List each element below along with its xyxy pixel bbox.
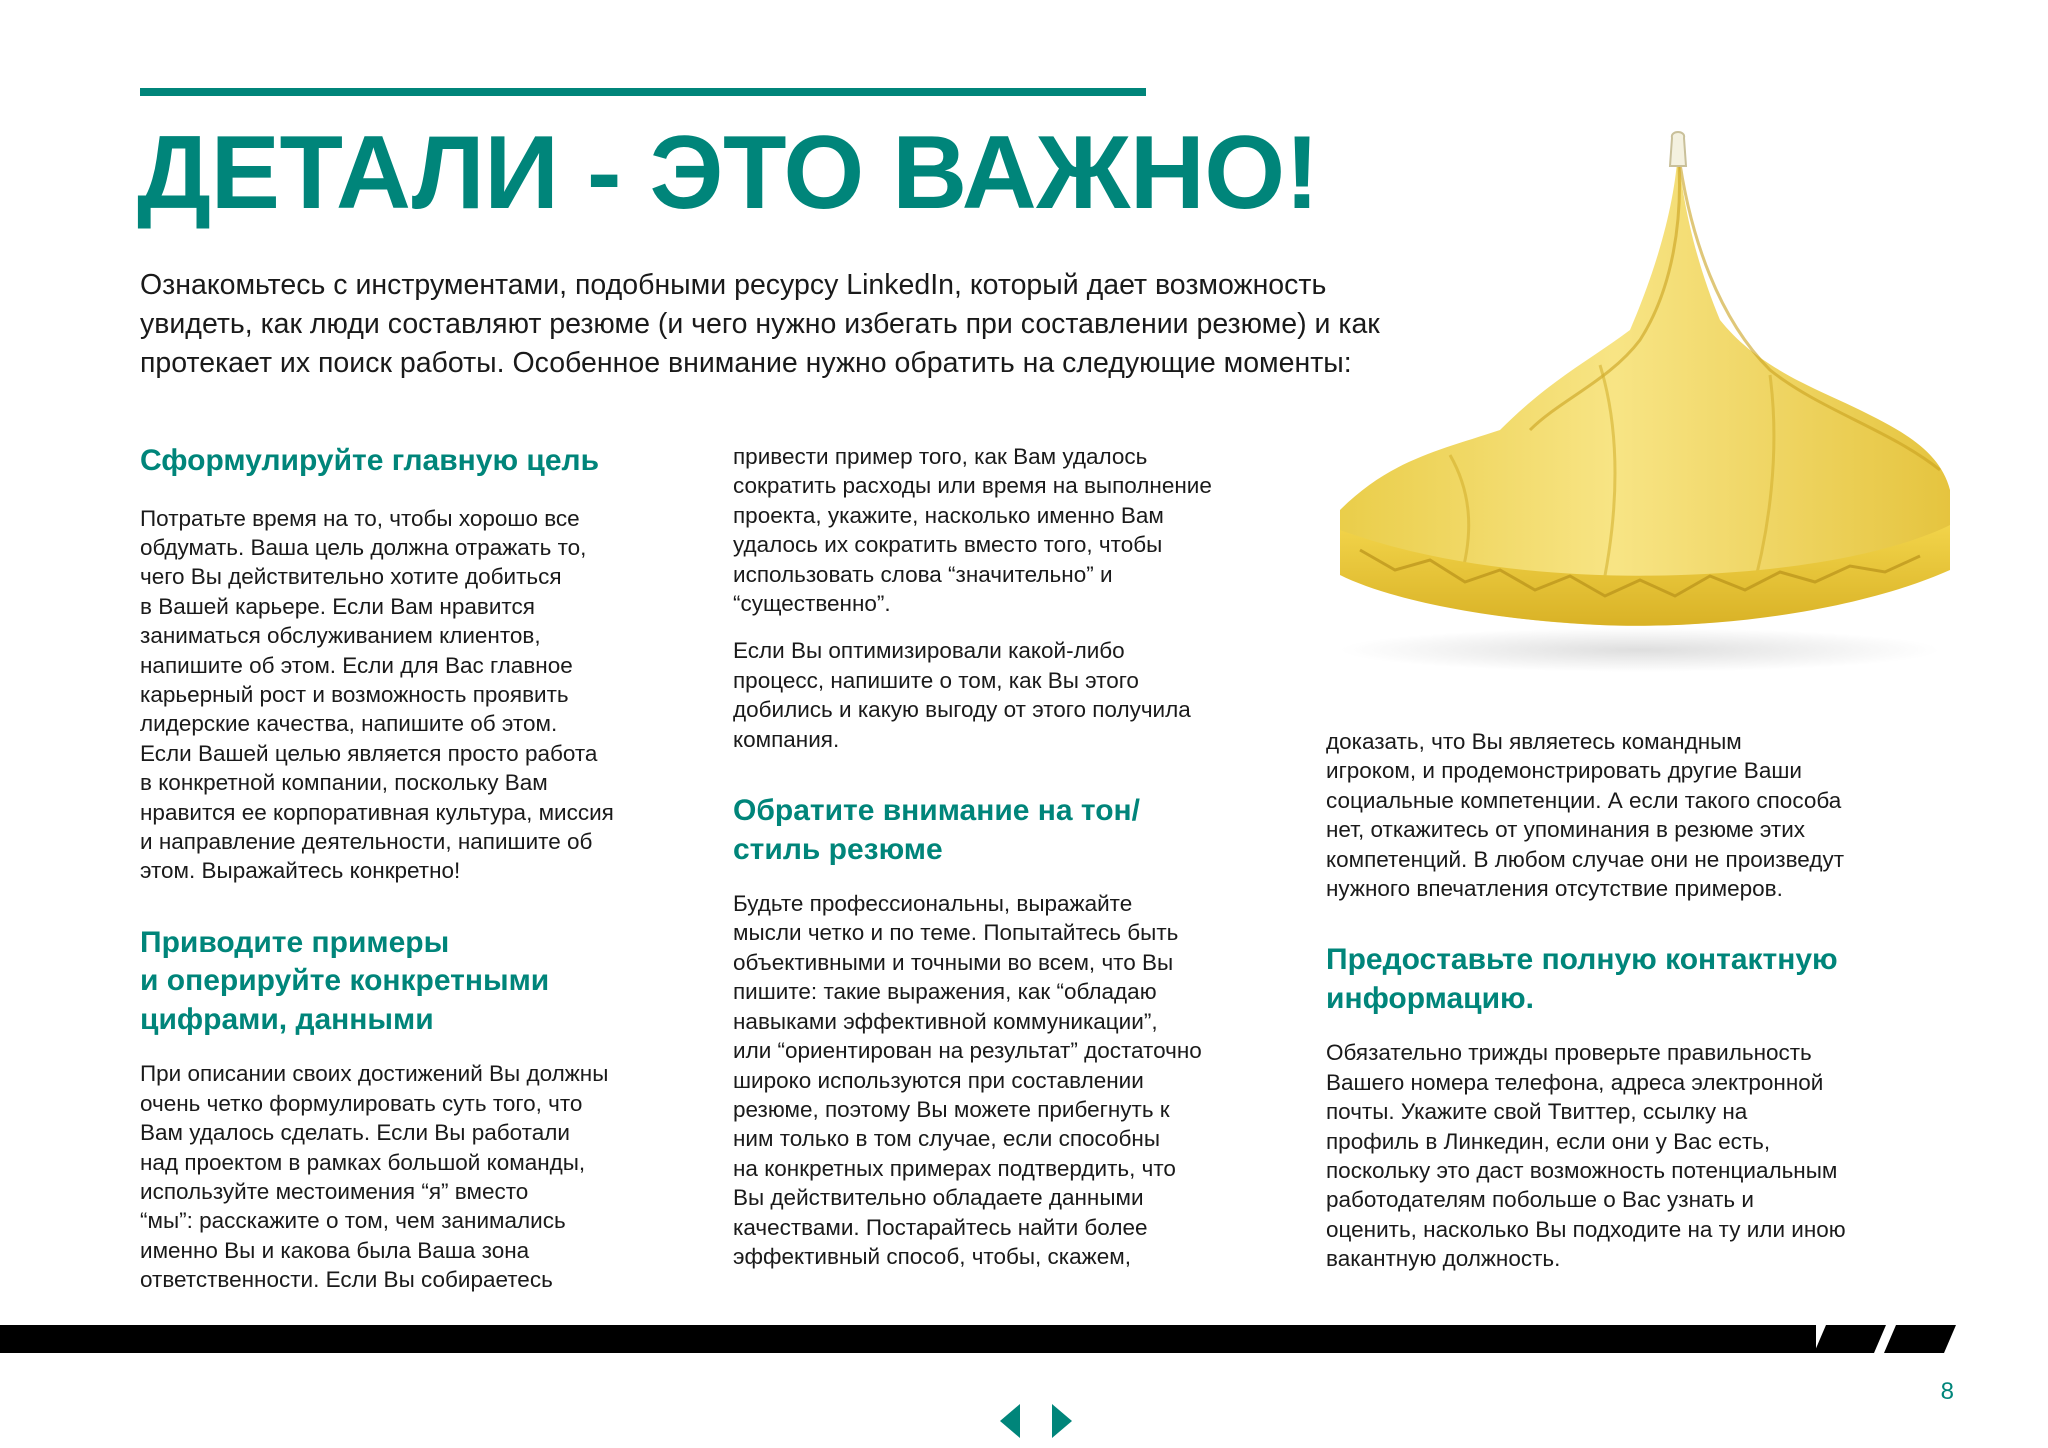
page-number: 8 — [1940, 1378, 1954, 1405]
column-2 — [733, 442, 1263, 1271]
section-text-examples: При описании своих достижений Вы должны очень четко формулировать суть того, что Вам удалось сделать. Если Вы работали над проектом в рамках большой команды, используйте местоимения “я” вместо “мы”: расскажите о том, чем занимались именно Вы и какова была Ваша зона ответственности. Если Вы собираетесь — [140, 1061, 609, 1293]
section-text-tone-continued: доказать, что Вы являетесь командным игроком, и продемонстрировать другие Ваши социальные компетенции. А если такого способа нет, откажитесь от упоминания в резюме этих компетенций. В любом случае они не произведут нужного впечатления отсутствие примеров. — [1326, 729, 1845, 902]
arrow-right-icon[interactable] — [1048, 1402, 1076, 1440]
footer-bar — [0, 1325, 2048, 1353]
arrow-left-icon[interactable] — [996, 1402, 1024, 1440]
intro-paragraph: Ознакомьтесь с инструментами, подобными ресурсу LinkedIn, который дает возможность увидеть, как люди составляют резюме (и чего нужно избегать при составлении резюме) и как протекает их поиск работы. Особенное внимание нужно обратить на следующие моменты: — [140, 269, 1380, 379]
section-text-contacts: Обязательно трижды проверьте правильность Вашего номера телефона, адреса электронной почты. Укажите свой Твиттер, ссылку на профиль в Линкедин, если они у Вас есть, поскольку это даст возможность потенциальным работодателям побольше о Вас узнать и оценить, насколько Вы подходите на ту или иною вакантную должность. — [1326, 1040, 1846, 1272]
section-text-goal: Потратьте время на то, чтобы хорошо все обдумать. Ваша цель должна отражать то, чего Вы действительно хотите добиться в Вашей карьере. Если Вам нравится заниматься обслуживанием клиентов, напишите об этом. Если для Вас главное карьерный рост и возможность проявить лидерские качества, напишите об этом. Если Вашей целью является просто работа в конкретной компании, поскольку Вам нравится ее корпоративная культура, миссия и направление деятельности, напишите об этом. Выражайтесь конкретно! — [140, 505, 614, 884]
section-text-optimization: Если Вы оптимизировали какой-либо процесс, напишите о том, как Вы этого добились и какую выгоду от этого получила компания. — [733, 638, 1191, 752]
top-accent-rule — [140, 88, 1146, 96]
column-1 — [140, 442, 670, 1295]
section-text-examples-continued: привести пример того, как Вам удалось сократить расходы или время на выполнение проекта, укажите, насколько именно Вам удалось их сократить вместо того, чтобы использовать слова “значительно” и “существенно”. — [733, 444, 1212, 617]
crown-illustration — [1300, 130, 1960, 680]
section-heading-tone: Обратите внимание на тон/ стиль резюме — [733, 794, 1141, 866]
section-heading-examples: Приводите примеры и оперируйте конкретными цифрами, данными — [140, 925, 550, 1036]
section-text-tone: Будьте профессиональны, выражайте мысли четко и по теме. Попытайтесь быть объективными и точными во всем, что Вы пишите: такие выражения, как “обладаю навыками эффективной коммуникации”, или “ориентирован на результат” достаточно широко используются при составлении резюме, поэтому Вы можете прибегнуть к ним только в том случае, если способны на конкретных примерах подтвердить, что Вы действительно обладаете данными качествами. Постарайтесь найти более эффективный способ, чтобы, скажем, — [733, 891, 1202, 1269]
column-3 — [1326, 727, 1856, 1274]
page-title: ДЕТАЛИ - ЭТО ВАЖНО! — [137, 115, 1319, 231]
section-heading-goal: Сформулируйте главную цель — [140, 444, 600, 477]
section-heading-contacts: Предоставьте полную контактную информацию. — [1326, 943, 1838, 1015]
